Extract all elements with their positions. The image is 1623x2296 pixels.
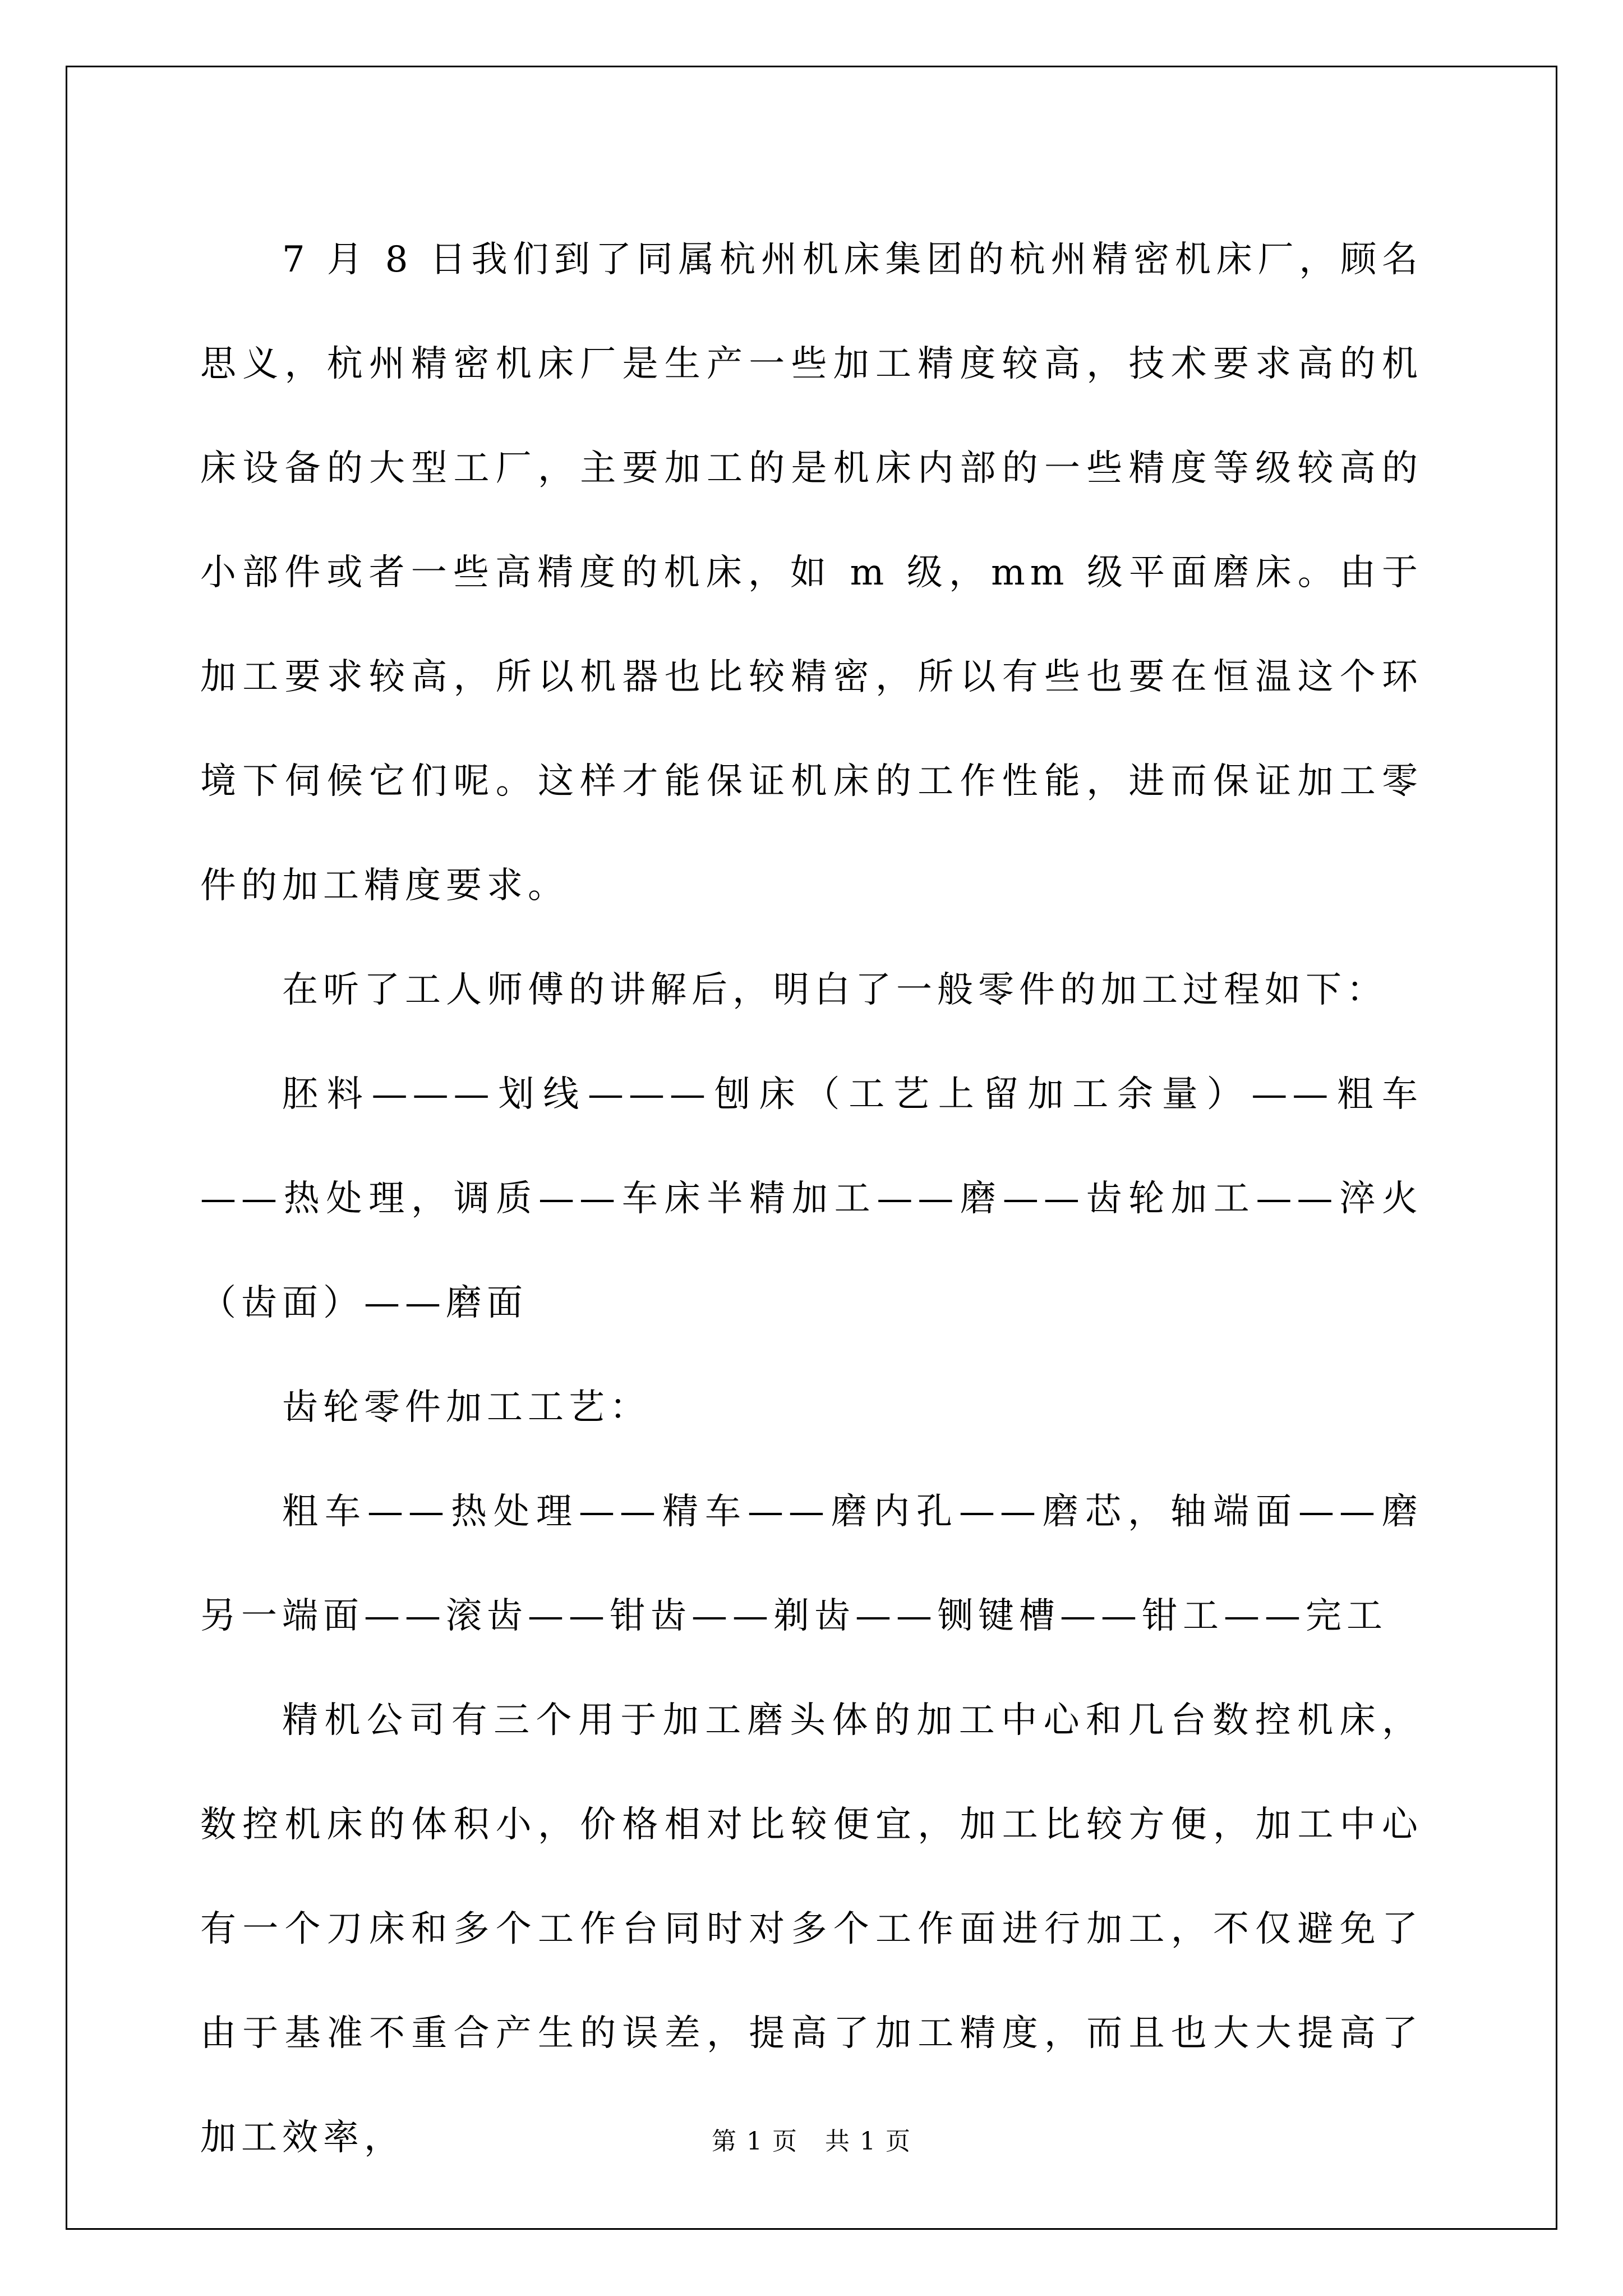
paragraph-gear-process: 粗车——热处理——精车——磨内孔——磨芯，轴端面——磨另一端面——滚齿——钳齿——剃齿——铡键槽——钳工——完工 [200,1491,1423,1637]
document-body [200,208,1423,2190]
page-number: 第 1 页 [712,2127,799,2156]
paragraph-general-process: 胚料———划线———刨床（工艺上留加工余量）——粗车——热处理，调质——车床半精加工——磨——齿轮加工——淬火（齿面）——磨面 [200,1074,1423,1324]
page-footer [0,2125,1623,2159]
page-total: 共 1 页 [824,2127,911,2156]
paragraph-process-intro: 在听了工人师傅的讲解后，明白了一般零件的加工过程如下： [282,969,1387,1011]
paragraph-machining-center: 精机公司有三个用于加工磨头体的加工中心和几台数控机床，数控机床的体积小，价格相对比较便宜，加工比较方便，加工中心有一个刀床和多个工作台同时对多个工作面进行加工，不仅避免了由于基准不重合产生的误差，提高了加工精度，而且也大大提高了加工效率， [200,1700,1423,2159]
paragraph-intro: 7 月 8 日我们到了同属杭州机床集团的杭州精密机床厂，顾名思义，杭州精密机床厂是生产一些加工精度较高，技术要求高的机床设备的大型工厂，主要加工的是机床内部的一些精度等级较高的小部件或者一些高精度的机床，如 m 级，mm 级平面磨床。由于加工要求较高，所以机器也比较精密，所以有些也要在恒温这个环境下伺候它们呢。这样才能保证机床的工作性能，进而保证加工零件的加工精度要求。 [200,239,1423,907]
paragraph-gear-heading: 齿轮零件加工工艺： [282,1387,651,1428]
